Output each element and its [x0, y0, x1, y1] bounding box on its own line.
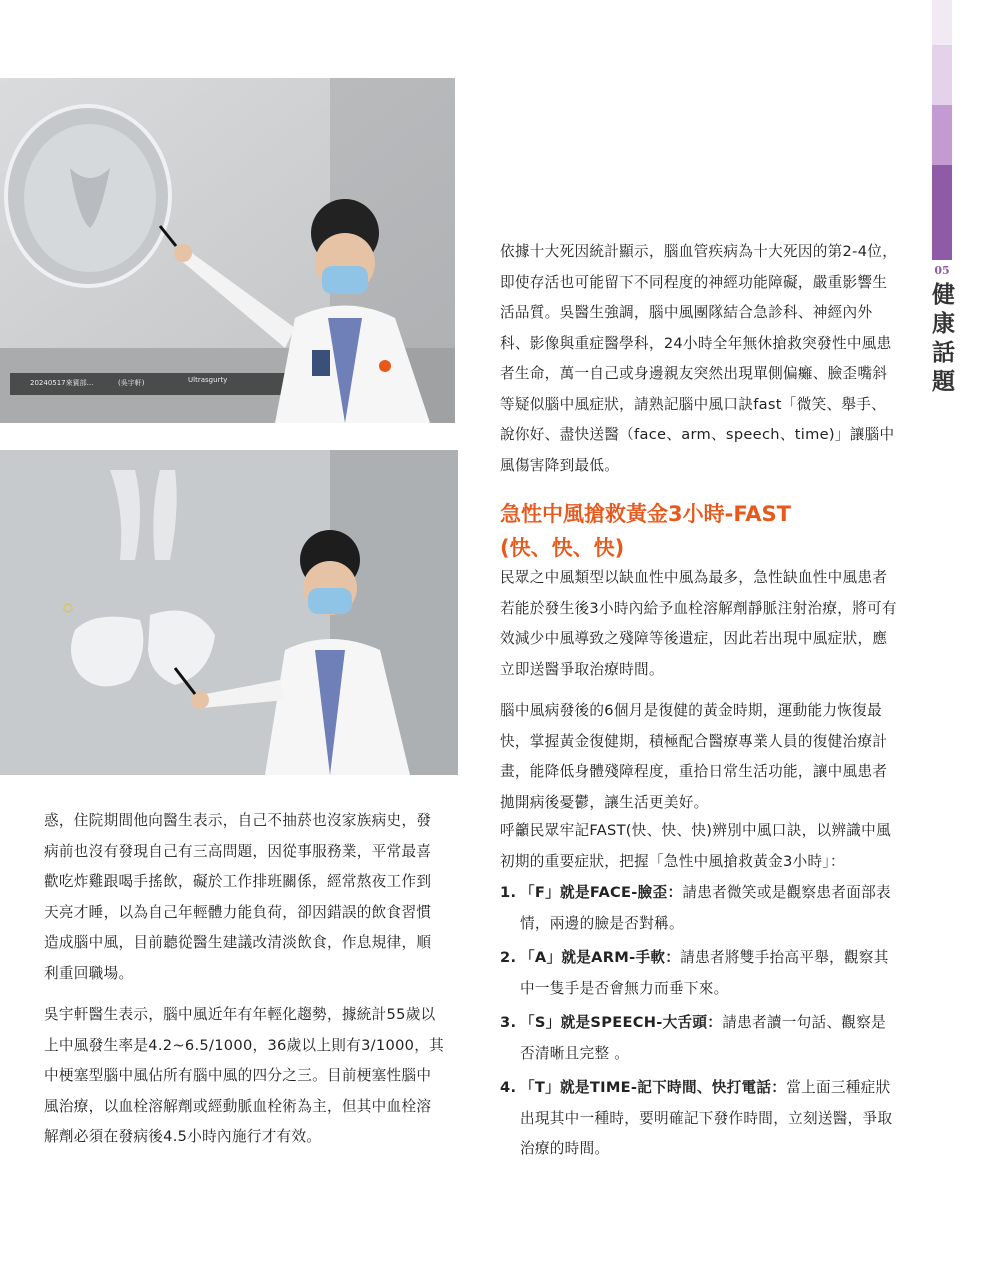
fast-list-item-a — [500, 943, 900, 1004]
fast-list-item-s — [500, 1008, 900, 1069]
right-intro-paragraph: 依據十大死因統計顯示，腦血管疾病為十大死因的第2-4位，即使存活也可能留下不同程度的神經功能障礙，嚴重影響生活品質。吳醫生強調，腦中風團隊結合急診科、神經內外科、影像與重症醫學科，24小時全年無休搶救突發性中風患者生命，萬一自己或身邊親友突然出現單側偏癱、臉歪嘴斜等疑似腦中風症狀，請熟記腦中風口訣fast「微笑、舉手、說你好、盡快送醫（face、arm、speech、time)」讓腦中風傷害降到最低。 — [500, 243, 898, 474]
list-number: 3. — [500, 1014, 517, 1031]
side-band-1 — [932, 0, 952, 45]
photo-doctor-ct-scan — [0, 450, 458, 775]
screen-label-2: (吳宇軒) — [118, 379, 145, 387]
screen-label-1: 20240517來賓部... — [30, 379, 94, 387]
list-text: 請患者微笑或是觀察患者面部表情，兩邊的臉是否對稱。 — [520, 884, 891, 932]
list-lead: 「T」就是TIME-記下時間、快打電話： — [520, 1079, 787, 1096]
list-text: 請患者讀一句話、觀察是否清晰且完整 。 — [520, 1014, 887, 1062]
section-heading-line-2: (快、快、快) — [500, 536, 625, 560]
photo-top-illustration — [0, 78, 455, 423]
list-number: 4. — [500, 1079, 517, 1096]
list-text: 當上面三種症狀出現其中一種時，要明確記下發作時間，立刻送醫，爭取治療的時間。 — [520, 1079, 893, 1157]
left-paragraph-2: 吳宇軒醫生表示，腦中風近年有年輕化趨勢，據統計55歲以上中風發生率是4.2~6.5/1000，36歲以上則有3/1000，其中梗塞型腦中風佔所有腦中風的四分之三。目前梗塞性腦中風治療，以血栓溶解劑或經動脈血栓術為主，但其中血栓溶解劑必須在發病後4.5小時內施行才有效。 — [44, 1006, 445, 1145]
list-lead: 「S」就是SPEECH-大舌頭： — [520, 1014, 723, 1031]
side-band-3 — [932, 105, 952, 165]
list-lead: 「A」就是ARM-手軟： — [520, 949, 681, 966]
page-number: 05 — [934, 264, 950, 277]
left-paragraph-1: 惑，住院期間他向醫生表示，自己不抽菸也沒家族病史，發病前也沒有發現自己有三高問題，因從事服務業，平常最喜歡吃炸雞跟喝手搖飲，礙於工作排班關係，經常熬夜工作到天亮才睡，以為自己年輕體力能負荷，卻因錯誤的飲食習慣造成腦中風，目前聽從醫生建議改清淡飲食，作息規律，順利重回職場。 — [44, 812, 432, 982]
list-number: 1. — [500, 884, 517, 901]
fast-list-item-t — [500, 1073, 900, 1165]
fast-list-item-f — [500, 878, 900, 939]
list-number: 2. — [500, 949, 517, 966]
list-text: 請患者將雙手抬高平舉，觀察其中一隻手是否會無力而垂下來。 — [520, 949, 889, 997]
section-heading — [500, 497, 880, 565]
fast-list — [500, 878, 900, 1169]
screen-label-3: Ultrasgurty — [188, 376, 228, 384]
right-paragraph-1: 民眾之中風類型以缺血性中風為最多，急性缺血性中風患者若能於發生後3小時內給予血栓溶解劑靜脈注射治療，將可有效減少中風導致之殘障等後遺症，因此若出現中風症狀，應立即送醫爭取治療時間。 — [500, 569, 897, 678]
side-band-2 — [932, 45, 952, 105]
section-title-vertical: 健康話題 — [928, 282, 955, 398]
section-heading-line-1: 急性中風搶救黃金3小時-FAST — [500, 502, 791, 526]
photo-doctor-brain-scan — [0, 78, 455, 423]
side-band-4 — [932, 165, 952, 260]
photo-bottom-illustration — [0, 450, 458, 775]
right-paragraph-3: 呼籲民眾牢記FAST(快、快、快)辨別中風口訣，以辨識中風初期的重要症狀，把握「急性中風搶救黃金3小時」： — [500, 822, 891, 870]
right-paragraph-2: 腦中風病發後的6個月是復健的黃金時期，運動能力恢復最快，掌握黃金復健期，積極配合醫療專業人員的復健治療計畫，能降低身體殘障程度，重拾日常生活功能，讓中風患者拋開病後憂鬱，讓生活更美好。 — [500, 702, 888, 811]
list-lead: 「F」就是FACE-臉歪： — [520, 884, 683, 901]
